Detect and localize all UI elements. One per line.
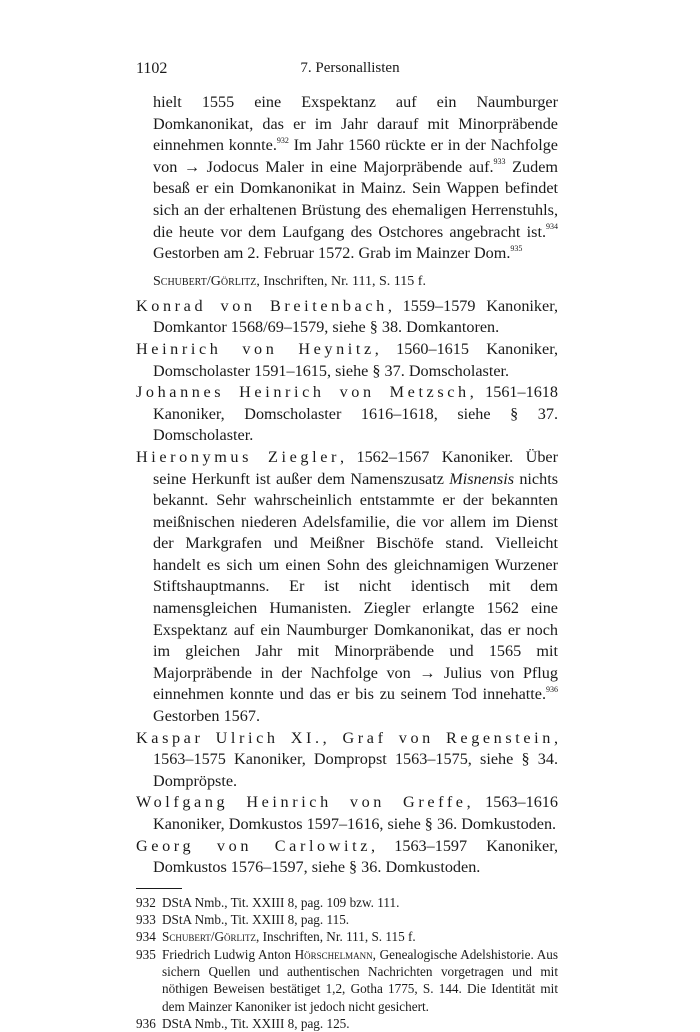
main-text — [136, 92, 558, 1032]
footnote-divider — [136, 888, 182, 889]
source-authors: Schubert/Görlitz — [153, 273, 257, 289]
entry-text: , 1562–1567 Kanoniker. Über seine Herkunft ist außer dem Namenszusatz — [153, 447, 558, 488]
footnote-text — [162, 928, 558, 945]
footnote-936 — [136, 1015, 558, 1032]
footnote-text — [162, 946, 558, 1015]
footnote-author-surname: Hörschelmann — [294, 946, 373, 962]
entry-name: Hieronymus Ziegler — [136, 447, 340, 466]
entry-italic-term: Misnensis — [449, 469, 515, 488]
footnote-number: 934 — [136, 929, 156, 945]
footnote-details: , Genealogische Adelshistorie. Aus sichern Quellen und authentischen Nachrichten vorgetragen und mit nöthigen Beweisen bestätiget 1,2, Gotha 1775, S. 144. Die Identität mit dem Mainzer Kanoniker ist jedoch nicht gesichert. — [162, 946, 558, 1014]
footnote-text: DStA Nmb., Tit. XXIII 8, pag. 115. — [162, 912, 350, 928]
entry-text: nichts bekannt. Sehr wahrscheinlich entstammte er der bekannten meißnischen niederen Adelsfamilie, die vor allem im Dienst der Markgrafen und Meißner Bischöfe stand. Vielleicht handelt es sich um einen Sohn des gleichnamigen Wurzener Stiftshauptmanns. Er ist nicht identisch mit dem namensgleichen Humanisten. Ziegler erlangte 1562 eine Exspektanz auf ein Naumburger Domkanonikat, das er noch im gleichen Jahr mit Minorpräbende und 1565 mit Majorpräbende in der Nachfolge von → Julius von Pflug einnehmen konnte und das er bis zu seinem Tod innehatte. — [153, 469, 559, 704]
running-head: 7. Personallisten — [300, 60, 400, 76]
entry-text: , 1563–1575 Kanoniker, Dompropst 1563–1575, siehe § 34. Dompröpste. — [153, 728, 558, 790]
footnote-text: DStA Nmb., Tit. XXIII 8, pag. 125. — [162, 1015, 350, 1031]
entry-text: , 1563–1616 Kanoniker, Domkustos 1597–1616, siehe § 36. Domkustoden. — [153, 793, 558, 833]
entry-regenstein — [136, 728, 558, 793]
continuation-text-4: Gestorben am 2. Februar 1572. Grab im Mainzer Dom. — [153, 244, 511, 263]
continuation-paragraph — [136, 92, 558, 265]
entry-text: , 1561–1618 Kanoniker, Domscholaster 1616–1618, siehe § 37. Domscholaster. — [153, 383, 558, 445]
footnote-number: 936 — [136, 1015, 156, 1031]
footnote-933 — [136, 911, 558, 928]
footnote-932 — [136, 894, 558, 911]
entry-breitenbach — [136, 296, 558, 339]
continuation-text-3: Zudem besaß er ein Domkanonikat in Mainz. Sein Wappen befindet sich an der erhaltenen Brüstung des ehemaligen Herrenstuhls, die heute vor dem Laufgang des Ostchores angebracht ist. — [153, 157, 558, 241]
entry-carlowitz — [136, 836, 558, 879]
footnote-number: 932 — [136, 894, 156, 910]
source-citation — [136, 272, 558, 292]
entry-heynitz — [136, 339, 558, 382]
footnote-authors: Schubert/Görlitz — [162, 929, 256, 945]
footnote-ref-934[interactable]: 934 — [546, 222, 558, 232]
entry-name: Georg von Carlowitz — [136, 836, 372, 855]
footnote-number: 933 — [136, 912, 156, 928]
continuation-text-1: hielt 1555 eine Exspektanz auf ein Naumburger Domkanonikat, das er im Jahr darauf mit Minorpräbende einnehmen konnte. — [153, 93, 558, 155]
footnote-ref-933[interactable]: 933 — [493, 157, 506, 167]
footnote-ref-936[interactable]: 936 — [546, 685, 558, 695]
entry-name: Heinrich von Heynitz — [136, 339, 375, 358]
entry-name: Wolfgang Heinrich von Greffe — [136, 793, 467, 812]
footnote-author-given: Friedrich Ludwig Anton — [162, 946, 295, 962]
footnote-number: 935 — [136, 946, 156, 962]
entry-name: Konrad von Breitenbach — [136, 296, 388, 315]
entry-metzsch — [136, 382, 558, 447]
footnote-934 — [136, 928, 558, 945]
footnote-ref-932[interactable]: 932 — [276, 135, 289, 145]
entry-name: Johannes Heinrich von Metzsch — [136, 383, 470, 402]
entry-text: , 1563–1597 Kanoniker, Domkustos 1576–1597, siehe § 36. Domkustoden. — [153, 836, 558, 877]
entry-text: , 1560–1615 Kanoniker, Domscholaster 1591–1615, siehe § 37. Domscholaster. — [153, 339, 558, 380]
entry-text: , 1559–1579 Kanoniker, Domkantor 1568/69–1579, siehe § 38. Domkantoren. — [153, 296, 558, 337]
entry-greffe — [136, 792, 558, 835]
footnote-ref-935[interactable]: 935 — [510, 243, 523, 253]
page-number: 1102 — [136, 60, 168, 77]
entry-name: Kaspar Ulrich XI., Graf von Regenstein — [136, 728, 554, 747]
entry-ziegler — [136, 447, 558, 728]
entry-text: Gestorben 1567. — [153, 707, 260, 726]
continuation-text-2: Im Jahr 1560 rückte er in der Nachfolge von → Jodocus Maler in eine Majorpräbende auf. — [153, 136, 558, 176]
footnote-details: , Inschriften, Nr. 111, S. 115 f. — [255, 929, 416, 945]
source-details: , Inschriften, Nr. 111, S. 115 f. — [256, 273, 426, 289]
footnote-935 — [136, 946, 558, 1015]
footnote-text: DStA Nmb., Tit. XXIII 8, pag. 109 bzw. 111. — [162, 894, 400, 910]
